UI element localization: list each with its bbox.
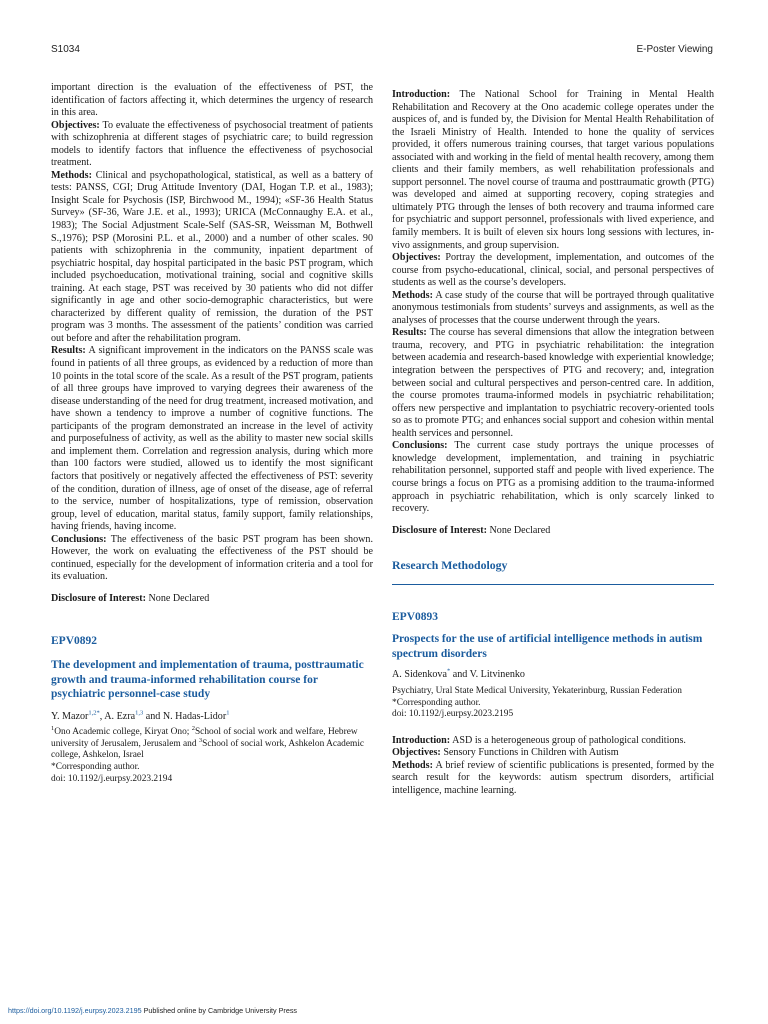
spacer <box>51 648 373 658</box>
methods-paragraph <box>392 290 714 328</box>
author-name: , A. Ezra <box>99 710 136 722</box>
objectives-text: Sensory Functions in Children with Autism <box>443 747 619 759</box>
spacer <box>51 605 373 635</box>
author-name: Y. Mazor <box>51 710 89 722</box>
objectives-label: Objectives: <box>392 252 441 264</box>
objectives-text: Portray the development, implementation, and outcomes of the course from psycho-educational, clinical, social, and personal perspectives of students as well as the course’s developers. <box>392 252 714 289</box>
methods-label: Methods: <box>392 759 433 771</box>
affiliation-text: School of social work and welfare, Hebrew university of Jerusalem, Jerusalem and <box>51 727 358 749</box>
corresponding-star: * <box>446 668 451 676</box>
spacer <box>392 537 714 559</box>
authors <box>51 711 373 724</box>
left-column <box>51 82 373 785</box>
author-name: and V. Litvinenko <box>450 669 525 681</box>
spacer <box>392 721 714 735</box>
corresponding-star: * <box>96 709 100 717</box>
intro-paragraph <box>392 89 714 252</box>
objectives-label: Objectives: <box>51 119 100 131</box>
objectives-paragraph <box>51 120 373 170</box>
corresponding-note: *Corresponding author. <box>392 697 481 708</box>
conclusions-text: The current case study portrays the unique processes of knowledge development, implementation, and training in psychiatric rehabilitation personnel, supported staff and people with lived experience. The course brings a focus on PTG as a promising addition to the trauma-informed approach in psychiatric rehabilitation, which is only scarcely linked to recovery. <box>392 440 715 515</box>
abstract-title: The development and implementation of trauma, posttraumatic growth and trauma-informed rehabilitation course for psychiatric personnel-case study <box>51 658 364 701</box>
intro-label: Introduction: <box>392 734 451 746</box>
methods-text: A brief review of scientific publications is presented, formed by the search result for the keywords: autism spectrum disorders, artificial intelligence, machine learning. <box>392 759 714 796</box>
methods-paragraph <box>51 170 373 346</box>
affiliation-text: Ono Academic college, Kiryat Ono; <box>54 727 192 738</box>
footer <box>8 1006 297 1015</box>
disclosure-label: Disclosure of Interest: <box>392 524 487 536</box>
authors <box>392 669 714 682</box>
doi: doi: 10.1192/j.eurpsy.2023.2195 <box>392 709 514 720</box>
author-name: A. Sidenkova <box>392 669 447 681</box>
objectives-text: To evaluate the effectiveness of psychosocial treatment of patients with schizophrenia at different stages of psychiatric care; to build regression models to identify factors that influence the effectiveness of psychosocial treatment. <box>51 119 373 169</box>
abstract-title: Prospects for the use of artificial intelligence methods in autism spectrum disorders <box>392 633 703 660</box>
results-label: Results: <box>51 345 86 357</box>
intro-text: The National School for Training in Mental Health Rehabilitation and Recovery at the Ono academic college operates under the auspices of, and is funded by, the Division for Mental Health Rehabilitation of the Israeli Ministry of Health. Intended to hone the quality of services provided, it offers numerous training courses, that target various populations associated with and working in the field of mental health recovery, among them clients and their family members, as well rehabilitation professionals and support personnel. The novel course of trauma and posttraumatic growth (PTG) was developed and aimed at supporting recovery, coping strategies and ultimately PTG through the lenses of both recovery and trauma informed care for psychiatric and support personnel, professionals with lived experience, and family members. It is built of eleven six hours long sessions with lectures, in-vivo assignments, and group supervision. <box>392 89 714 251</box>
affiliation-text: Psychiatry, Ural State Medical University, Yekaterinburg, Russian Federation <box>392 685 682 696</box>
conclusions-paragraph <box>51 534 373 584</box>
methods-label: Methods: <box>51 169 92 181</box>
right-column <box>392 89 714 797</box>
intro-label: Introduction: <box>392 89 451 100</box>
published-note: Published online by Cambridge University Press <box>141 1006 298 1015</box>
author-superscript: 1 <box>226 709 230 717</box>
methods-text: A case study of the course that will be portrayed through qualitative anonymous testimonials from students’ surveys and assignments, as well as the analyses of processes that the course underwent through the years. <box>392 289 714 326</box>
affiliations <box>51 727 373 762</box>
results-text: A significant improvement in the indicators on the PANSS scale was found in patients of all three groups, as evidenced by a reduction of more than 10 points in the total score of the scale. As a result of the PST program, patients of all three groups have improved to varying degrees their awareness of the disease understanding of the need for drug treatment, increased motivation, and have shown a tendency to improve a number of cognitive functions. The participants of the program demonstrated an increase in the level of activity and purposefulness of activity, as well as the ability to master new social skills and implement them. Correlation and regression analysis, during which more than 100 factors were studied, allowed us to identify the most significant factors that positively or negatively affected the effectiveness of PST: severity of the condition, duration of illness, age of onset of the disease, age of referral to the service, number of hospitalizations, type of remission, observation group, level of education, marital status, family support, family relationships, having friends, having income. <box>51 345 373 533</box>
methods-text: Clinical and psychopathological, statistical, as well as a battery of tests: PANSS, CGI; Drug Attitude Inventory (DAI, Hogan T.P. et al., 1983); Insight Scale for Psychosis (ISP, Birchwood M., 1994); «SF-36 Health Status Survey» (SF-36, Ware J.E. et al., 1993); URICA (McConnaughy E.A. et al., 1983); The Social Adjustment Scale-Self (SAS-SR, Weissman M, Bothwell S.,1976); PSP (Morosini P.L. et al., 2000) and a number of other scales. 90 patients with schizophrenia in the community, inpatient department of psychiatric hospital, day hospital participated in the basic PST program, which included psychoeducation, motivational training, social and cognitive skills training. At each stage, PST was received by 30 patients who did not differ significantly in age and other socio-demographic characteristics, but were characterized by different quality of remission, the duration of the PST program was 3 months. The assessment of the patients’ condition was carried out before and after the rehabilitation program. <box>51 169 373 344</box>
intro-text: ASD is a heterogeneous group of pathological conditions. <box>452 734 686 746</box>
spacer <box>392 585 714 611</box>
intro-continuation: important direction is the evaluation of the effectiveness of PST, the identification of factors affecting it, which determines the urgency of research in this area. <box>51 82 373 119</box>
intro-paragraph <box>392 735 714 748</box>
results-paragraph <box>51 345 373 533</box>
conclusions-label: Conclusions: <box>392 440 448 452</box>
affiliation-superscript: 1 <box>51 725 55 733</box>
methods-label: Methods: <box>392 289 433 301</box>
disclosure-text: None Declared <box>489 524 551 536</box>
affiliation-superscript: 2 <box>191 725 195 733</box>
disclosure-text: None Declared <box>148 592 210 604</box>
abstract-code: EPV0893 <box>392 610 438 623</box>
disclosure-paragraph <box>392 525 714 538</box>
affiliation-text: School of social work, Ashkelon Academic college, Ashkelon, Israel <box>51 738 365 761</box>
disclosure-label: Disclosure of Interest: <box>51 592 146 604</box>
running-header: E-Poster Viewing <box>636 44 713 55</box>
abstract-code: EPV0892 <box>51 635 97 648</box>
author-superscript: 1,2 <box>88 709 97 717</box>
results-paragraph <box>392 327 714 440</box>
doi: doi: 10.1192/j.eurpsy.2023.2194 <box>51 773 173 784</box>
conclusions-paragraph <box>392 440 714 515</box>
results-text: The course has several dimensions that allow the integration between trauma, recovery, and PTG in psychiatric rehabilitation: the integration between academia and research-based knowledge with experiential knowledge; integration between the perspectives of PTG and recovery; and, integration between social and cultural perspectives and person-centred care. In addition, the course promotes trauma-informed models in psychiatric rehabilitation; offers new perspective and implantation to psychiatric recovery-oriented tools so as to promote PTG; and enhances social support and cohesion within mental health services and personnel. <box>392 327 714 439</box>
methods-paragraph <box>392 760 714 798</box>
objectives-paragraph <box>392 252 714 290</box>
doi-link[interactable]: https://doi.org/10.1192/j.eurpsy.2023.2195 <box>8 1006 142 1015</box>
page-number: S1034 <box>51 44 80 55</box>
affiliation-superscript: 3 <box>198 736 203 744</box>
author-name: and N. Hadas-Lidor <box>143 710 227 722</box>
conclusions-text: The effectiveness of the basic PST program has been shown. However, the work on evaluating the effectiveness of the PST should be continued, especially for the development of information criteria and a tool for its evaluation. <box>51 533 374 583</box>
author-superscript: 1,3 <box>135 709 144 717</box>
objectives-label: Objectives: <box>392 747 441 759</box>
objectives-paragraph <box>392 747 714 760</box>
spacer <box>392 516 714 525</box>
corresponding-note: *Corresponding author. <box>51 762 140 773</box>
spacer <box>51 584 373 593</box>
spacer <box>392 623 714 632</box>
results-label: Results: <box>392 327 427 339</box>
section-heading: Research Methodology <box>392 558 508 573</box>
disclosure-paragraph <box>51 593 373 606</box>
conclusions-label: Conclusions: <box>51 533 107 545</box>
